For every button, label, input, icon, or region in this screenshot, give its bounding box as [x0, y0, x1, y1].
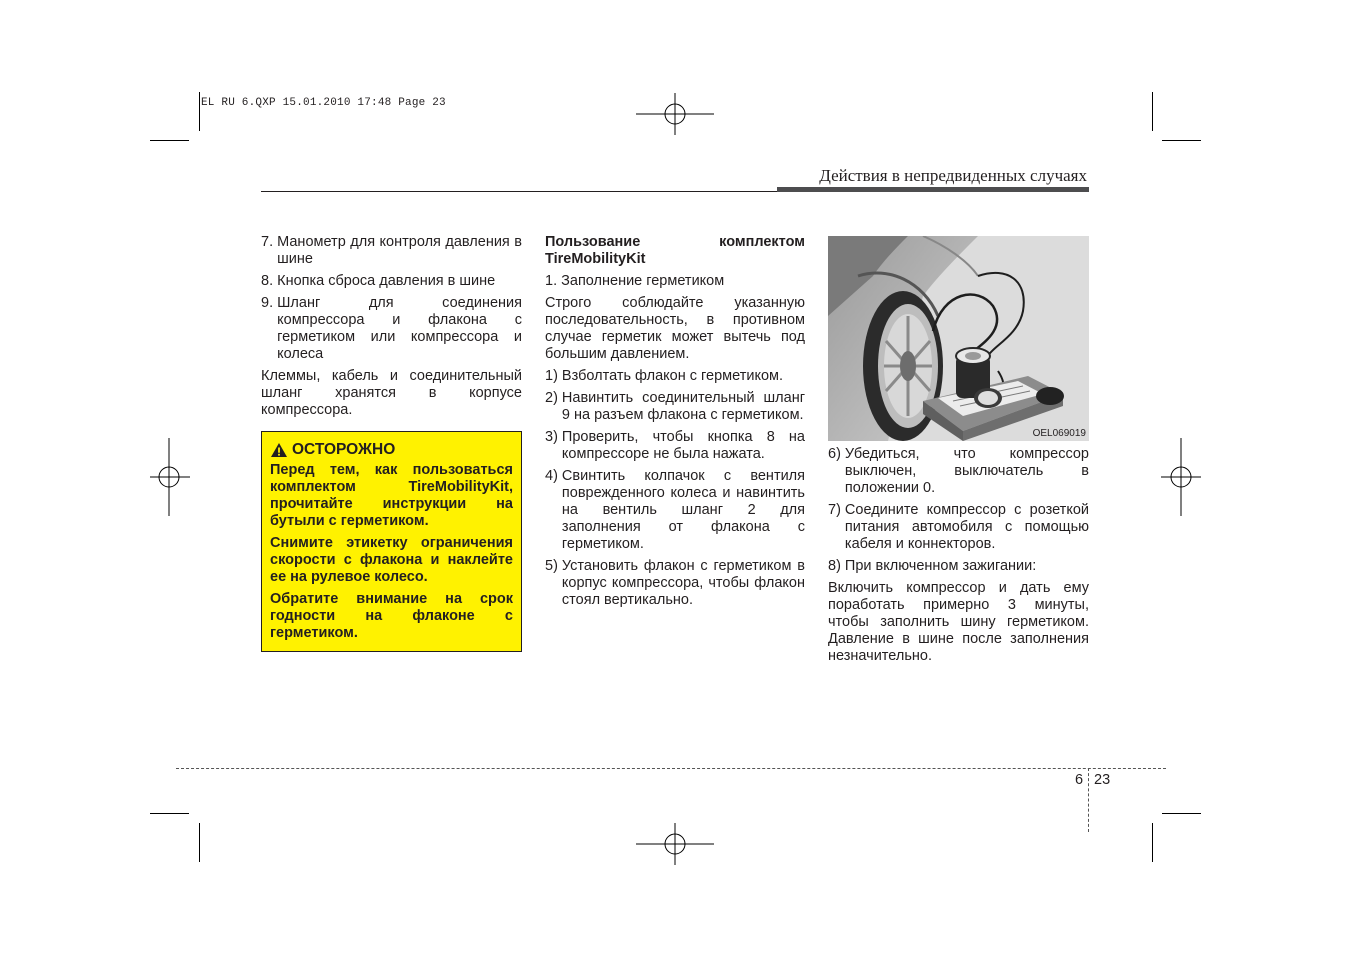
step-text: Установить флакон с герметиком в корпус компрессора, чтобы флакон стоял вертикально. [561, 558, 805, 608]
storage-paragraph: Клеммы, кабель и соединительный шланг хранятся в корпусе компрессора. [261, 368, 522, 418]
print-slug: EL RU 6.QXP 15.01.2010 17:48 Page 23 [201, 97, 446, 109]
list-item [261, 273, 522, 290]
step-text: Проверить, чтобы кнопка 8 на компрессоре не была нажата. [561, 429, 805, 462]
step-8: 8) При включенном зажигании: [828, 558, 1037, 574]
list-item [261, 295, 522, 363]
step-item [545, 429, 805, 463]
step-number: 4) [545, 468, 562, 484]
crop-mark [199, 823, 200, 862]
registration-mark-left [150, 438, 190, 516]
step-text: Взболтать флакон с герметиком. [561, 368, 784, 384]
step-item [828, 446, 1089, 497]
crop-mark [1152, 92, 1153, 131]
caution-paragraph: Снимите этикетку ограничения скорости с флакона и наклейте ее на рулевое колесо. [270, 535, 513, 585]
list-text: Шланг для соединения компрессора и флакона с герметиком или компрессора и колеса [277, 295, 522, 362]
crop-mark [150, 140, 189, 141]
caution-title [270, 441, 513, 459]
figure-code: OEL069019 [1032, 428, 1086, 439]
column-right [828, 446, 1089, 670]
list-number: 9. [261, 295, 278, 311]
step-number: 6) [828, 446, 845, 462]
list-text: Кнопка сброса давления в шине [277, 273, 496, 289]
caution-title-text: ОСТОРОЖНО [292, 441, 396, 458]
registration-mark-right [1161, 438, 1201, 516]
registration-mark-bottom [636, 823, 714, 865]
step-item [545, 390, 805, 424]
header-rule [261, 191, 777, 192]
caution-paragraph: Перед тем, как пользоваться комплектом TireMobilityKit, прочитайте инструкции на бутыли с герметиком. [270, 462, 513, 529]
step-item [545, 468, 805, 553]
section-number: 6 [1075, 772, 1084, 788]
section-title: Действия в непредвиденных случаях [819, 166, 1087, 185]
step-item [545, 558, 805, 609]
warning-triangle-icon [270, 442, 288, 458]
step-number: 7) [828, 502, 845, 518]
list-text: Манометр для контроля давления в шине [277, 234, 522, 267]
compressor-illustration [828, 236, 1089, 441]
step-item [828, 502, 1089, 553]
caution-paragraph: Обратите внимание на срок годности на флаконе с герметиком. [270, 591, 513, 641]
step-number: 5) [545, 558, 562, 574]
instruction-paragraph: Включить компрессор и дать ему поработать примерно 3 минуты, чтобы заполнить шину герметиком. Давление в шине после заполнения незначительно. [828, 580, 1089, 664]
column-left [261, 234, 522, 424]
section-heading: Пользование комплектом TireMobilityKit [545, 234, 805, 267]
crop-mark [150, 813, 189, 814]
car-wheel-compressor-image [828, 236, 1089, 441]
step-text: Убедиться, что компрессор выключен, выключатель в положении 0. [844, 446, 1089, 496]
step-number: 1) [545, 368, 562, 384]
crop-mark [1162, 813, 1201, 814]
crop-mark [1152, 823, 1153, 862]
footer-divider [1088, 768, 1089, 832]
step-item [545, 368, 805, 385]
step-text: Свинтить колпачок с вентиля поврежденного колеса и навинтить на вентиль шланг 2 для заполнения от флакона с герметиком. [561, 468, 805, 552]
step-text: Навинтить соединительный шланг 9 на разъем флакона с герметиком. [561, 390, 805, 423]
step-number: 2) [545, 390, 562, 406]
step-text: Соедините компрессор с розеткой питания автомобиля с помощью кабеля и коннекторов. [844, 502, 1089, 552]
intro-paragraph: Строго соблюдайте указанную последовательность, в противном случае герметик может вытечь под большим давлением. [545, 295, 805, 362]
crop-mark [199, 92, 200, 131]
list-number: 8. [261, 273, 278, 289]
page-number: 23 [1094, 772, 1111, 788]
header-rule-bar [777, 187, 1089, 192]
list-number: 7. [261, 234, 278, 250]
footer-rule [176, 768, 1166, 769]
column-middle [545, 234, 805, 614]
crop-mark [1162, 140, 1201, 141]
list-item [261, 234, 522, 268]
registration-mark-top [636, 93, 714, 135]
caution-box [261, 431, 522, 652]
section-subheading: 1. Заполнение герметиком [545, 273, 725, 289]
step-number: 3) [545, 429, 562, 445]
